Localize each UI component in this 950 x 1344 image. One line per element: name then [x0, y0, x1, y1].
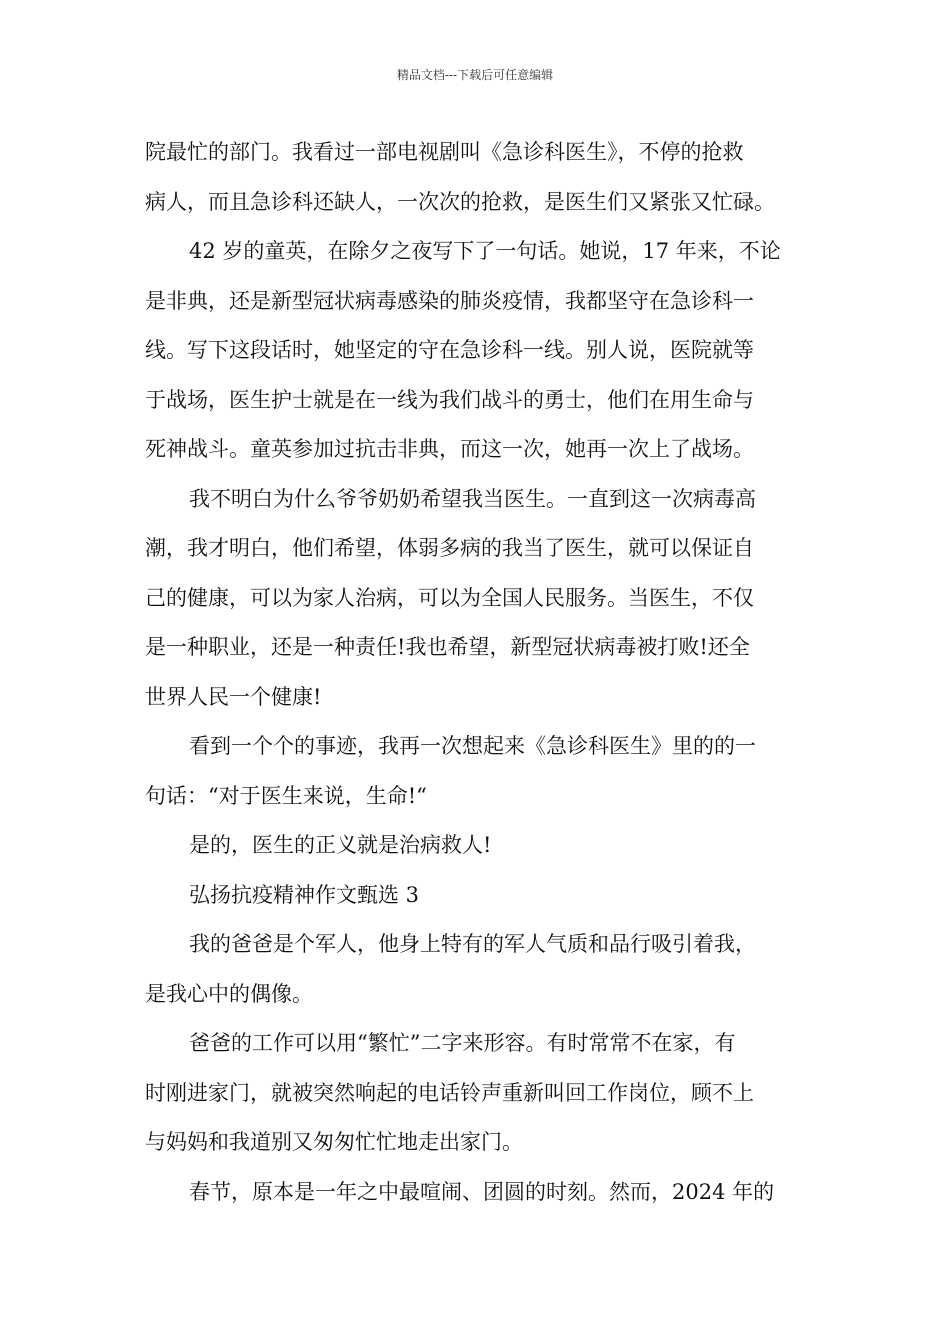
text-line: 于战场，医生护士就是在一线为我们战斗的勇士，他们在用生命与	[145, 387, 754, 412]
text-line: 潮，我才明白，他们希望，体弱多病的我当了医生，就可以保证自	[145, 536, 754, 560]
text-line: 病人，而且急诊科还缺人，一次次的抢救，是医生们又紧张又忙碌。	[145, 189, 775, 214]
text-line: 看到一个个的事迹，我再一次想起来《急诊科医生》里的的一	[189, 734, 756, 758]
text-line: 我的爸爸是个军人，他身上特有的军人气质和品行吸引着我，	[189, 932, 756, 956]
page-header: 精品文档---下载后可任意编辑	[396, 68, 554, 82]
text-line: 是一种职业，还是一种责任!我也希望，新型冠状病毒被打败!还全	[145, 635, 750, 659]
text-line: 与妈妈和我道别又匆匆忙忙地走出家门。	[145, 1130, 523, 1154]
text-line: 是我心中的偶像。	[145, 981, 313, 1006]
document-body	[145, 128, 810, 1217]
text-line: 爸爸的工作可以用“繁忙”二字来形容。有时常常不在家，有	[189, 1031, 736, 1055]
text-line: 己的健康，可以为家人治病，可以为全国人民服务。当医生，不仅	[145, 585, 754, 610]
text-line: 线。写下这段话时，她坚定的守在急诊科一线。别人说，医院就等	[145, 338, 754, 362]
text-line: 42 岁的童英，在除夕之夜写下了一句话。她说，17 年来，不论	[189, 239, 781, 263]
text-line: 死神战斗。童英参加过抗击非典，而这一次，她再一次上了战场。	[145, 437, 754, 461]
text-line: 是的，医生的正义就是治病救人!	[189, 833, 492, 857]
text-line: 世界人民一个健康!	[145, 684, 322, 709]
text-line: 句话：“对于医生来说，生命!“	[145, 783, 427, 808]
text-line: 时刚进家门，就被突然响起的电话铃声重新叫回工作岗位，顾不上	[145, 1080, 754, 1105]
text-line: 春节，原本是一年之中最喧闹、团圆的时刻。然而，2024 年的	[189, 1179, 775, 1204]
text-line: 我不明白为什么爷爷奶奶希望我当医生。一直到这一次病毒高	[189, 486, 756, 511]
text-line: 院最忙的部门。我看过一部电视剧叫《急诊科医生》，不停的抢救	[145, 140, 744, 164]
text-line: 是非典，还是新型冠状病毒感染的肺炎疫情，我都坚守在急诊科一	[145, 288, 754, 313]
section-heading: 弘扬抗疫精神作文甄选 3	[189, 882, 420, 907]
